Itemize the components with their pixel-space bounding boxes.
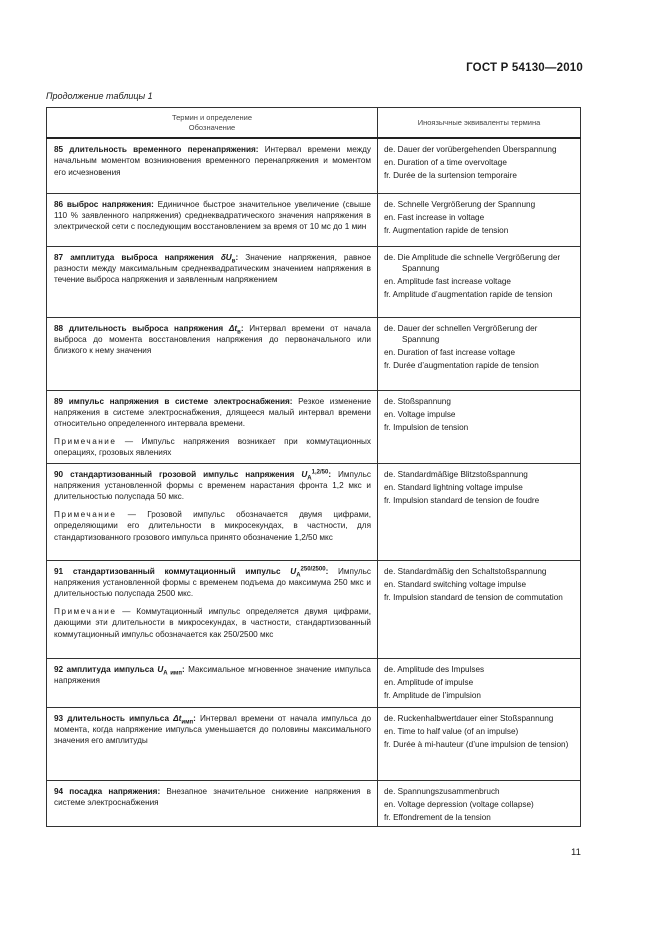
standard-header: ГОСТ Р 54130—2010 [466, 62, 583, 74]
equivalent-de: de. Dauer der vorübergehenden Überspannung [384, 145, 557, 154]
note-label: Примечание [54, 606, 117, 616]
term-number: 93 [54, 713, 64, 723]
term-name: импульс напряжения в системе электроснабжения: [68, 396, 293, 406]
term-name: амплитуда выброса напряжения [70, 252, 214, 262]
term-definition: 88 длительность выброса напряжения $\Delta t_в$: Интервал времени от начала выброса до момента восстановления напряжения до первоначального или близкого к нему значения [54, 323, 371, 356]
equivalent-de: de. Die Amplitude die schnelle Vergrößerung der Spannung [384, 252, 561, 273]
table-row [47, 138, 581, 193]
term-number: 92 [54, 664, 64, 674]
term-definition [47, 391, 377, 459]
term-definition: 92 амплитуда импульса $U_{A имп}$: Максимальное мгновенное значение импульса напряжения [54, 664, 371, 685]
term-number: 87 [54, 252, 64, 262]
table-row [47, 390, 581, 463]
term-name: посадка напряжения: [69, 786, 161, 796]
term-definition-text: Внезапное значительное снижение напряжения в системе электроснабжения [54, 786, 371, 807]
term-note [54, 436, 371, 459]
term-definition-text: Интервал времени между начальным моментом возникновения временного перенапряжения и моментом его исчезновения [54, 145, 371, 177]
term-number: 90 [54, 469, 64, 479]
term-definition-text: Интервал времени от начала выброса до момента восстановления напряжения до первоначального или близкого к нему значения [54, 323, 371, 356]
equivalent-en: en. Amplitude of impulse [384, 677, 474, 687]
term-definition [47, 139, 377, 178]
term-note [54, 606, 371, 640]
term-name: стандартизованный коммутационный импульс [72, 566, 281, 576]
term-definition-text: Импульс напряжения установленной формы с временем подъема до максимума 250 мкс и длительностью полуспада 2500 мкс. [54, 566, 372, 599]
term-name: стандартизованный грозовой импульс напряжения [70, 469, 295, 479]
equivalent-fr: fr. Amplitude de l’impulsion [384, 690, 481, 700]
term-definition: 91 стандартизованный коммутационный импульс $U_A^{250/2500}$: Импульс напряжения установленной формы с временем подъема до максимума 250 мкс и длительностью полуспада 2500 мкс. Примечание — Коммутационный импульс определяется двумя цифрами, дающими эти длительности в микросекундах, в частности, стандартизованный коммутационный импульс обозначается как 250/2500 мкс [54, 565, 372, 639]
term-symbol-sub: имп [181, 719, 194, 726]
equivalent-en: en. Amplitude fast increase voltage [384, 276, 511, 286]
term-name: длительность временного перенапряжения: [69, 145, 259, 154]
note-label: Примечание [54, 509, 117, 519]
col-header-term-line2: Обозначение [188, 122, 236, 132]
term-symbol: Δt [173, 713, 182, 723]
table-row [47, 463, 581, 560]
table-row [47, 560, 581, 658]
term-symbol-sub: A [307, 475, 312, 482]
term-symbol: δU [220, 252, 232, 262]
equivalent-fr: fr. Durée de la surtension temporaire [384, 171, 517, 180]
equivalent-en: en. Duration of a time overvoltage [384, 158, 507, 167]
equivalent-en: en. Standard switching voltage impulse [384, 579, 526, 589]
note-text: — Импульс напряжения возникает при коммутационных операциях, грозовых явлениях [54, 436, 371, 458]
term-number: 88 [54, 323, 64, 333]
term-symbol-sup: 250/2500 [300, 565, 326, 572]
equivalent-en: en. Voltage impulse [384, 409, 456, 419]
term-definition [47, 194, 377, 233]
term-symbol-sub: в [237, 329, 241, 336]
term-symbol-sup: 1,2/50 [311, 468, 329, 475]
term-number: 89 [54, 396, 64, 406]
table-header-row [47, 108, 581, 139]
note-text: — Коммутационный импульс определяется двумя цифрами, дающими эти длительности в микросекундах, в частности, стандартизованный коммутационный импульс обозначается как 250/2500 мкс [54, 606, 371, 639]
term-name: длительность выброса напряжения [68, 323, 224, 333]
equivalent-de: de. Schnelle Vergrößerung der Spannung [384, 199, 536, 209]
term-name: амплитуда импульса [66, 664, 154, 674]
equivalent-en: en. Voltage depression (voltage collapse) [384, 799, 534, 809]
table-row [47, 246, 581, 317]
table-row [47, 193, 581, 246]
col-header-term [47, 108, 378, 139]
term-definition: 87 амплитуда выброса напряжения $\delta U_в$: Значение напряжения, равное разности между максимальным среднеквадратическим значением напряжения в течение выброса напряжения и заявленным напряжением [54, 252, 372, 285]
table-continuation-caption: Продолжение таблицы 1 [46, 91, 153, 101]
term-symbol: U [290, 566, 297, 576]
note-text: — Грозовой импульс обозначается двумя цифрами, определяющими его длительности в микросекундах, в частности, для стандартизованного грозового импульса принято обозначение 1,2/50 мкс [54, 509, 371, 542]
col-header-equivalents: Иноязычные эквиваленты термина [378, 108, 581, 139]
equivalent-de: de. Standardmäßig den Schaltstoßspannung [384, 566, 547, 576]
equivalent-de: de. Standardmäßige Blitzstoßspannung [384, 469, 528, 479]
term-definition-text: Резкое изменение напряжения в системе электроснабжения, длящееся малый интервал времени относительно определенного интервала времени. [54, 396, 371, 429]
terms-table [46, 107, 581, 827]
table-row [47, 658, 581, 707]
equivalent-de: de. Amplitude des Impulses [384, 664, 485, 674]
equivalent-de: de. Ruckenhalbwertdauer einer Stoßspannung [384, 713, 554, 723]
equivalent-fr: fr. Augmentation rapide de tension [384, 225, 509, 235]
table-row [47, 317, 581, 390]
term-definition: 93 длительность импульса $\Delta t_{имп}$: Интервал времени от начала импульса до момента, когда напряжение импульса уменьшается до половины максимального значения его амплитуды [54, 713, 372, 746]
term-definition [47, 781, 377, 809]
equivalent-fr: fr. Impulsion standard de tension de foudre [384, 495, 540, 505]
equivalent-de: de. Stoßspannung [384, 396, 451, 406]
equivalent-en: en. Standard lightning voltage impulse [384, 482, 523, 492]
note-label: Примечание [54, 436, 117, 446]
term-definition-text: Значение напряжения, равное разности между максимальным среднеквадратическим значением напряжения в течение выброса напряжения и заявленным напряжением [54, 252, 372, 285]
equivalent-en: en. Time to half value (of an impulse) [384, 726, 519, 736]
term-symbol-sub: A [296, 572, 301, 579]
term-number: 85 [54, 145, 64, 154]
term-definition: 90 стандартизованный грозовой импульс напряжения $U_A^{1,2/50}$: Импульс напряжения установленной формы с временем нарастания фронта 1,2 мкс и длительностью полуспада 50 мкс. Примечание — Грозовой импульс обозначается двумя цифрами, определяющими его длительности в микросекундах, в частности, для стандартизованного грозового импульса принято обозначение 1,2/50 мкс [54, 468, 372, 542]
term-number: 91 [54, 566, 64, 576]
term-symbol-sub: A имп [163, 670, 182, 677]
term-definition-text: Максимальное мгновенное значение импульса напряжения [54, 664, 371, 685]
equivalent-fr: fr. Durée à mi-hauteur (d’une impulsion de tension) [384, 739, 569, 749]
term-definition-text: Единичное быстрое значительное увеличение (свыше 110 % заявленного напряжения) среднеквадратического значения напряжения в электрической сети с последующим восстановлением за время от 10 мс до 1 мин [54, 199, 371, 232]
table-row [47, 780, 581, 826]
term-number: 86 [54, 199, 64, 209]
table-row [47, 707, 581, 780]
equivalent-en: en. Duration of fast increase voltage [384, 347, 516, 357]
term-definition-text: Интервал времени от начала импульса до момента, когда напряжение импульса уменьшается до половины максимального значения его амплитуды [54, 713, 372, 746]
term-note [54, 509, 371, 543]
equivalent-fr: fr. Durée d’augmentation rapide de tension [384, 360, 539, 370]
equivalent-en: en. Fast increase in voltage [384, 212, 485, 222]
term-symbol: Δt [228, 323, 238, 333]
term-number: 94 [54, 786, 64, 796]
equivalent-fr: fr. Effondrement de la tension [384, 812, 491, 822]
equivalent-fr: fr. Impulsion standard de tension de commutation [384, 592, 563, 602]
equivalent-de: de. Spannungszusammenbruch [384, 786, 500, 796]
equivalent-de: de. Dauer der schnellen Vergrößerung der Spannung [384, 323, 538, 344]
equivalent-fr: fr. Impulsion de tension [384, 422, 469, 432]
term-symbol-sub: в [231, 258, 236, 265]
term-name: выброс напряжения: [66, 199, 154, 209]
page-number: 11 [571, 847, 581, 858]
equivalent-fr: fr. Amplitude d’augmentation rapide de tension [384, 289, 553, 299]
term-definition-text: Импульс напряжения установленной формы с временем нарастания фронта 1,2 мкс и длительностью полуспада 50 мкс. [54, 469, 372, 502]
term-symbol: U [301, 469, 308, 479]
term-symbol: U [157, 664, 164, 674]
term-name: длительность импульса [67, 713, 169, 723]
col-header-term-line1: Термин и определение [171, 112, 253, 122]
